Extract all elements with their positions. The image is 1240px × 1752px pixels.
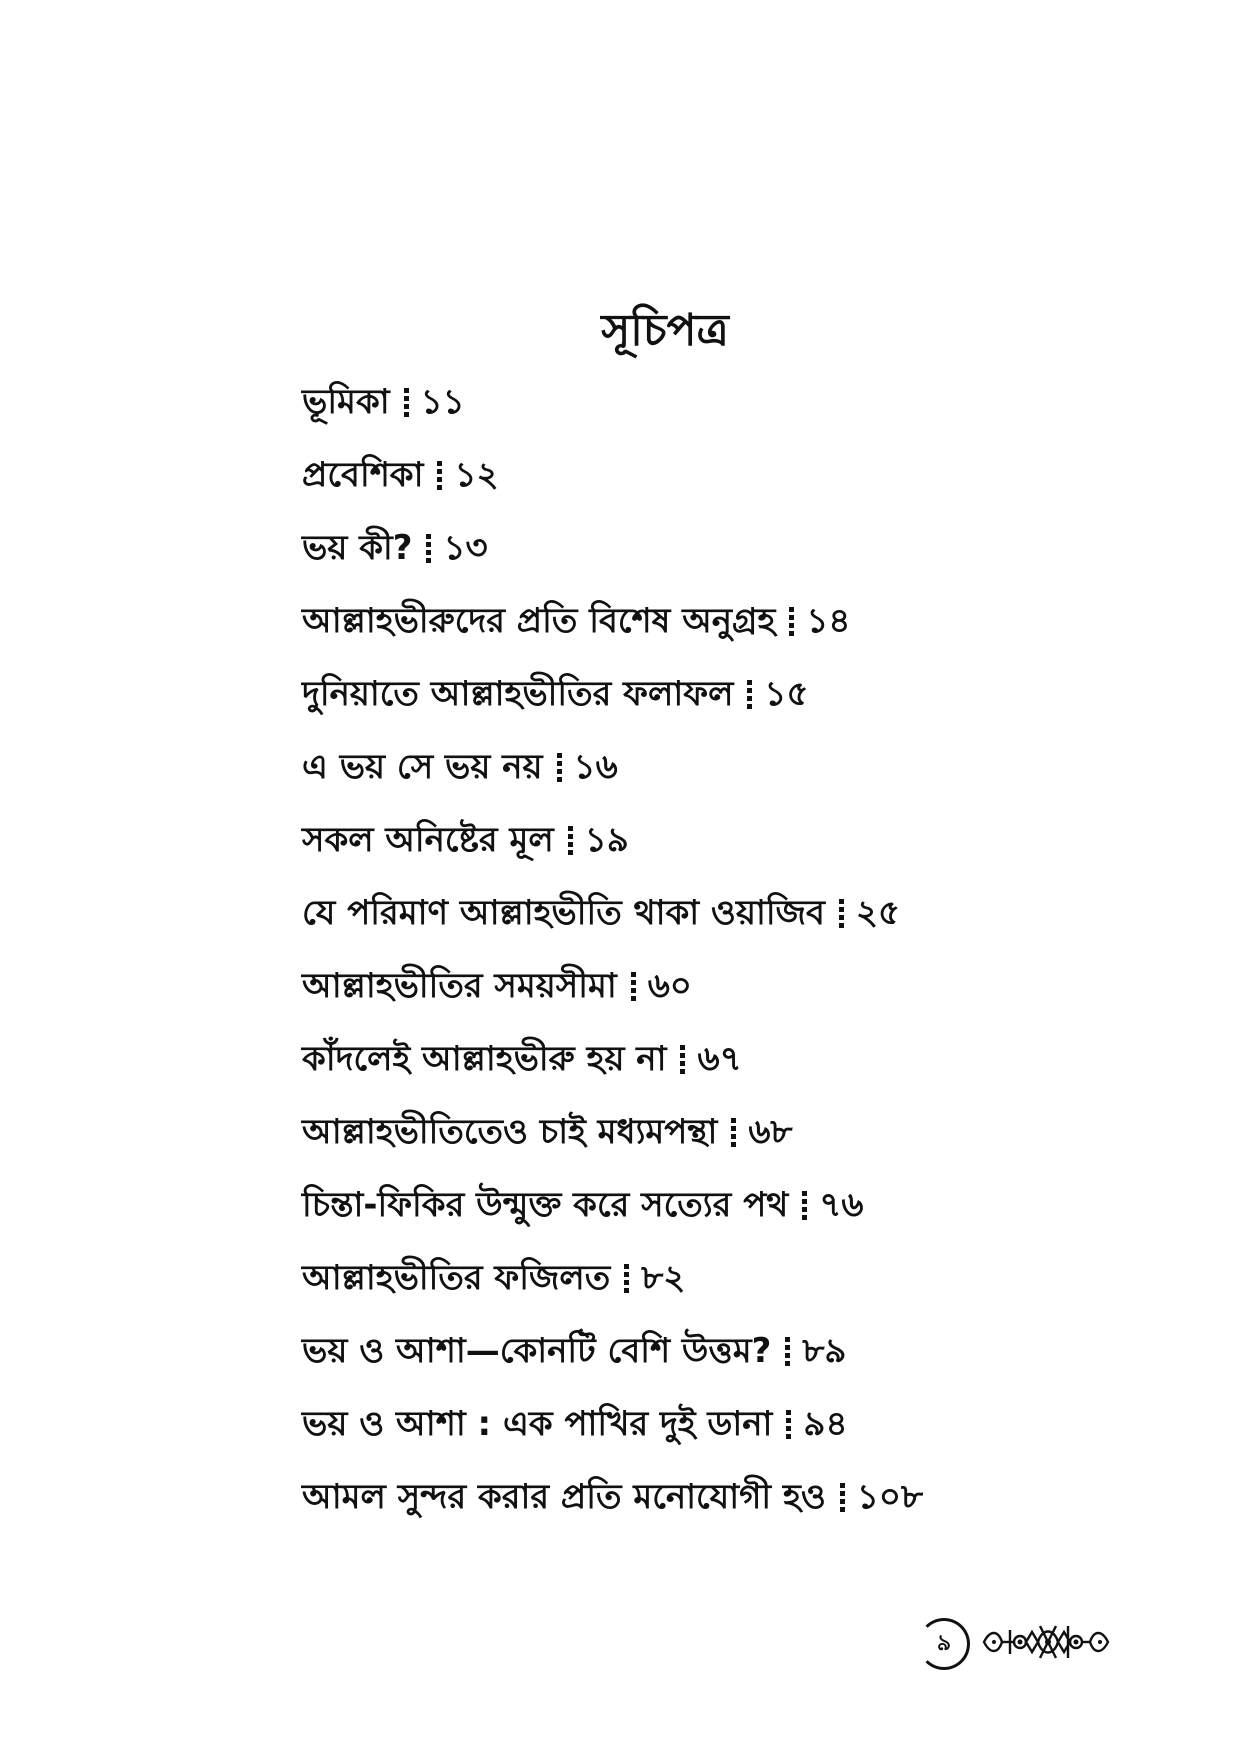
toc-entry-title: আল্লাহভীতির সময়সীমা: [302, 966, 617, 1006]
separator-icon: [557, 753, 562, 783]
toc-entry-page: ৬৭: [697, 1039, 742, 1079]
toc-entry: [302, 877, 923, 950]
toc-entry: [302, 1461, 923, 1534]
toc-entry-title: প্রবেশিকা: [302, 455, 424, 495]
toc-entry-title: দুনিয়াতে আল্লাহভীতির ফলাফল: [302, 674, 734, 714]
separator-icon: [785, 1337, 790, 1367]
toc-entry-title: আল্লাহভীতির ফজিলত: [302, 1258, 611, 1298]
toc-entry-page: ৬৮: [748, 1112, 793, 1152]
toc-entry-page: ৬০: [647, 966, 692, 1006]
toc-entry-page: ১৯: [584, 820, 629, 860]
toc-entry-page: ১০৮: [856, 1477, 924, 1517]
toc-entry: [302, 804, 923, 877]
page-title: সূচিপত্র: [601, 305, 729, 357]
toc-entry: [302, 585, 923, 658]
toc-entry-title: আল্লাহভীতিতেও চাই মধ্যমপন্থা: [302, 1112, 718, 1152]
separator-icon: [840, 1483, 845, 1513]
toc-entry: [302, 1388, 923, 1461]
separator-icon: [631, 972, 636, 1002]
toc-entry-page: ৭৬: [819, 1185, 864, 1225]
toc-entry-title: ভয় ও আশা—কোনটি বেশি উত্তম?: [302, 1331, 772, 1371]
toc-entry-title: ভয় কী?: [302, 528, 413, 568]
toc-entry: [302, 1315, 923, 1388]
toc-entry: [302, 1169, 923, 1242]
separator-icon: [437, 461, 442, 491]
toc-entry-title: কাঁদলেই আল্লাহভীরু হয় না: [302, 1039, 667, 1079]
toc-entry-page: ১৪: [806, 601, 851, 641]
toc-entry-page: ১২: [454, 455, 499, 495]
toc-entry-title: আল্লাহভীরুদের প্রতি বিশেষ অনুগ্রহ: [302, 601, 776, 641]
toc-entry: [302, 512, 923, 585]
separator-icon: [802, 1191, 807, 1221]
toc-entry-page: ২৫: [855, 893, 901, 933]
toc-entry-page: ১৫: [764, 674, 809, 714]
toc-entry-title: সকল অনিষ্টের মূল: [302, 820, 554, 860]
floral-ornament-icon: [980, 1620, 1112, 1668]
page-number: ৯: [918, 1618, 970, 1670]
separator-icon: [426, 534, 431, 564]
toc-entry: [302, 366, 923, 439]
toc-entry-title: ভয় ও আশা : এক পাখির দুই ডানা: [302, 1404, 773, 1444]
toc-entry-page: ১১: [420, 382, 465, 422]
separator-icon: [839, 899, 844, 929]
toc-entry: [302, 950, 923, 1023]
toc-entry-page: ৮৯: [802, 1331, 847, 1371]
toc-entry-page: ১৩: [443, 528, 488, 568]
table-of-contents: [302, 366, 923, 1534]
separator-icon: [568, 826, 573, 856]
toc-entry: [302, 1096, 923, 1169]
separator-icon: [731, 1118, 736, 1148]
toc-entry-page: ৯৪: [803, 1404, 848, 1444]
separator-icon: [786, 1410, 791, 1440]
toc-entry-page: ১৬: [573, 747, 618, 787]
toc-entry: [302, 731, 923, 804]
separator-icon: [404, 388, 409, 418]
toc-entry: [302, 1242, 923, 1315]
separator-icon: [789, 607, 794, 637]
toc-entry-title: আমল সুন্দর করার প্রতি মনোযোগী হও: [302, 1477, 826, 1517]
page-footer: [918, 1618, 1112, 1670]
toc-entry-title: চিন্তা-ফিকির উন্মুক্ত করে সত্যের পথ: [302, 1185, 789, 1225]
separator-icon: [747, 680, 752, 710]
toc-entry: [302, 439, 923, 512]
toc-entry: [302, 1023, 923, 1096]
toc-entry-title: ভূমিকা: [302, 382, 390, 422]
toc-entry-page: ৮২: [641, 1258, 686, 1298]
toc-entry-title: যে পরিমাণ আল্লাহভীতি থাকা ওয়াজিব: [302, 893, 825, 933]
toc-entry-title: এ ভয় সে ভয় নয়: [302, 747, 543, 787]
separator-icon: [624, 1264, 629, 1294]
separator-icon: [680, 1045, 685, 1075]
toc-entry: [302, 658, 923, 731]
